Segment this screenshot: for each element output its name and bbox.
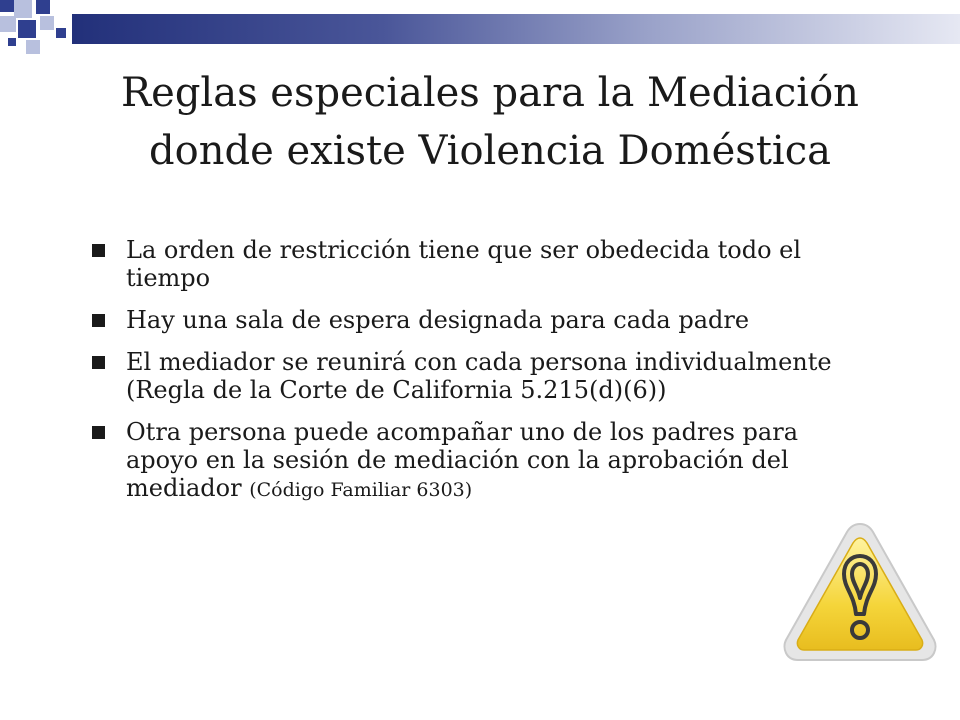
slide-title-line: donde existe Violencia Doméstica xyxy=(149,128,831,174)
decor-square xyxy=(8,38,16,46)
bullet-text: La orden de restricción tiene que ser obedecida todo el tiempo xyxy=(126,236,802,292)
decor-square xyxy=(14,0,32,18)
decor-square xyxy=(18,20,36,38)
square-bullet-icon xyxy=(92,356,105,369)
decor-square xyxy=(56,28,66,38)
decor-square xyxy=(0,16,16,32)
square-bullet-icon xyxy=(92,426,105,439)
bullet-item xyxy=(92,236,872,292)
decor-square xyxy=(40,16,54,30)
decor-square xyxy=(0,0,14,12)
bullet-item xyxy=(92,348,872,404)
slide-title-line: Reglas especiales para la Mediación xyxy=(121,70,859,116)
bullet-text: El mediador se reunirá con cada persona individualmente (Regla de la Corte de California 5.215(d)(6)) xyxy=(126,348,832,404)
decor-square xyxy=(26,40,40,54)
bullet-item xyxy=(92,306,872,334)
bullet-list xyxy=(92,236,872,518)
citation-note: (Código Familiar 6303) xyxy=(249,479,473,501)
slide-title xyxy=(60,64,920,180)
decor-square xyxy=(36,0,50,14)
square-bullet-icon xyxy=(92,244,105,257)
warning-icon xyxy=(780,518,940,668)
bullet-item xyxy=(92,418,872,504)
square-bullet-icon xyxy=(92,314,105,327)
bullet-text: Hay una sala de espera designada para cada padre xyxy=(126,306,750,334)
bullet-text: Otra persona puede acompañar uno de los padres para apoyo en la sesión de mediación con la aprobación del mediador xyxy=(126,418,799,502)
header-gradient-bar xyxy=(72,14,960,44)
